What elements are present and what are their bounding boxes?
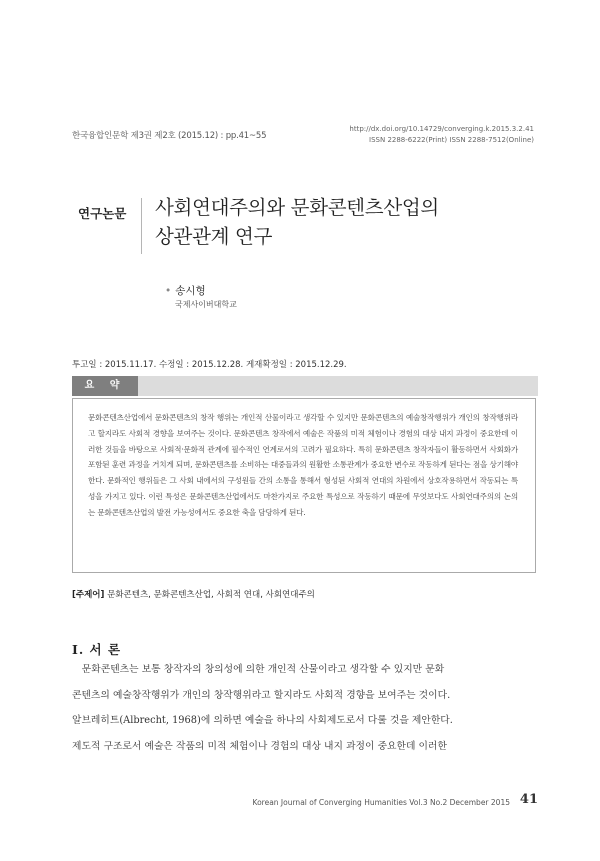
author-bullet-icon: • [165,285,172,297]
keywords [72,588,315,600]
article-title [155,193,439,251]
issn-text: ISSN 2288-6222(Print) ISSN 2288-7512(Online) [369,136,534,144]
doi-link[interactable]: http://dx.doi.org/10.14729/converging.k.2015.3.2.41 [349,125,534,133]
body-line: 콘텐츠의 예술창작행위가 개인의 창작행위라고 할지라도 사회적 경향을 보여주는 것이다. [72,689,451,701]
footer-journal: Korean Journal of Converging Humanities Vol.3 No.2 December 2015 [252,798,510,807]
body-line: 제도적 구조로서 예술은 작품의 미적 체험이나 경험의 대상 내지 과정이 중요한데 이러한 [72,740,447,752]
journal-citation: 한국융합인문학 제3권 제2호 (2015.12) : pp.41~55 [72,131,267,141]
body-line: 문화콘텐츠는 보통 창작자의 창의성에 의한 개인적 산물이라고 생각할 수 있지만 문화 [72,664,445,675]
author [165,283,206,298]
author-affiliation: 국제사이버대학교 [175,300,237,309]
keywords-label: [주제어] [72,590,105,600]
abstract-heading: 요 약 [72,376,138,396]
doi-issn-block [349,124,534,146]
keywords-text: 문화콘텐츠, 문화콘텐츠산업, 사회적 연대, 사회연대주의 [107,590,315,600]
abstract-header-bar [72,376,538,396]
submission-dates: 투고일 : 2015.11.17. 수정일 : 2015.12.28. 게재확정일 : 2015.12.29. [72,360,347,370]
title-line-1: 사회연대주의와 문화콘텐츠산업의 [155,196,439,219]
body-line: 알브레히트(Albrecht, 1968)에 의하면 예술을 하나의 사회제도로서 다룰 것을 제안한다. [72,715,453,726]
title-line-2: 상관관계 연구 [155,225,273,248]
section-heading: Ⅰ. 서 론 [72,642,122,657]
page-number: 41 [519,792,538,807]
title-divider [141,198,142,254]
abstract-text: 문화콘텐츠산업에서 문화콘텐츠의 창작 행위는 개인적 산물이라고 생각할 수 있지만 문화콘텐츠의 예술창작행위가 개인의 창작행위라고 할지라도 사회적 경향을 보여주는 것이다. 문화콘텐츠 창작에서 예술은 작품의 미적 체험이나 경험의 대상 내지 과정이 중요한데 이러한 것들을 바탕으로 사회적·문화적 관계에 필수적인 연계로서의 고려가 필요하다. 특히 문화콘텐츠 창작자들이 활동하면서 사회화가 포함된 훈련 과정을 거치게 되며, 문화콘텐츠를 소비하는 대중들과의 원활한 소통관계가 중요한 변수로 작동하게 된다는 점을 상기해야 한다. 문화적인 행위들은 그 사회 내에서의 구성원들 간의 소통을 통해서 형성된 사회적 연대의 차원에서 상호작용하면서 작동되는 특성을 가지고 있다. 이런 특성은 문화콘텐츠산업에서도 마찬가지로 주요한 특성으로 작동하기 때문에 무엇보다도 사회연대주의의 논의는 문화콘텐츠산업의 발전 가능성에서도 중요한 축을 담당하게 된다. [88,413,518,517]
author-name: 송시형 [175,285,206,297]
article-category: 연구논문 [78,206,127,221]
body-text [72,657,538,759]
